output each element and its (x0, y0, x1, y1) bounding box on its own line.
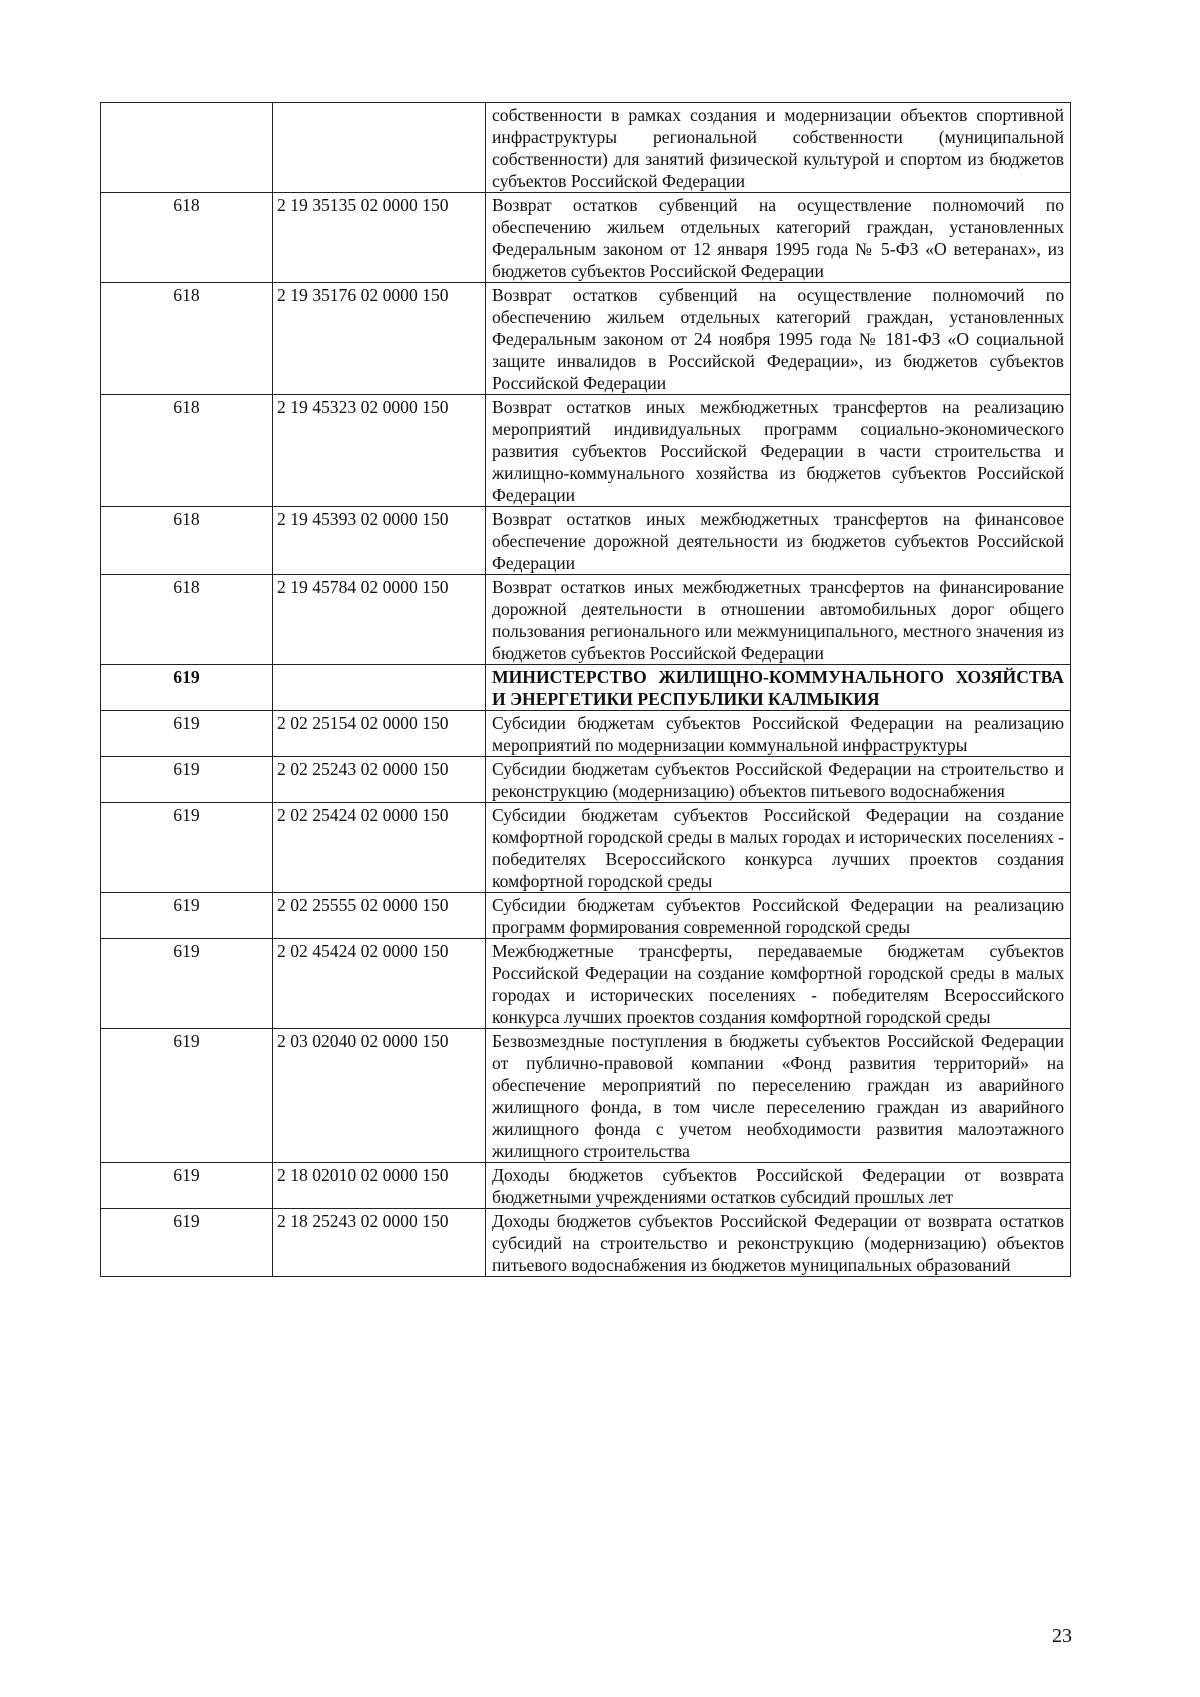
description-cell: Безвозмездные поступления в бюджеты субъектов Российской Федерации от публично-правовой компании «Фонд развития территорий» на обеспечение мероприятий по переселению граждан из аварийного жилищного фонда, в том числе переселению граждан из аварийного жилищного фонда с учетом необходимости развития малоэтажного жилищного строительства (486, 1029, 1071, 1163)
admin-code-cell: 619 (101, 757, 273, 803)
page-number: 23 (1052, 1625, 1072, 1647)
table-row (101, 1029, 1071, 1163)
admin-code-cell: 618 (101, 507, 273, 575)
revenue-code-cell: 2 02 25555 02 0000 150 (273, 893, 486, 939)
table-row (101, 1209, 1071, 1277)
admin-code-cell: 618 (101, 395, 273, 507)
admin-code-cell: 619 (101, 1029, 273, 1163)
description-cell: Субсидии бюджетам субъектов Российской Федерации на реализацию программ формирования современной городской среды (486, 893, 1071, 939)
description-cell: Возврат остатков иных межбюджетных трансфертов на реализацию мероприятий индивидуальных программ социально-экономического развития субъектов Российской Федерации в части строительства и жилищно-коммунального хозяйства из бюджетов субъектов Российской Федерации (486, 395, 1071, 507)
admin-code-cell: 619 (101, 665, 273, 711)
description-cell: Доходы бюджетов субъектов Российской Федерации от возврата бюджетными учреждениями остатков субсидий прошлых лет (486, 1163, 1071, 1209)
description-cell: собственности в рамках создания и модернизации объектов спортивной инфраструктуры региональной собственности (муниципальной собственности) для занятий физической культурой и спортом из бюджетов субъектов Российской Федерации (486, 103, 1071, 193)
admin-code-cell: 619 (101, 803, 273, 893)
description-cell: Возврат остатков иных межбюджетных трансфертов на финансирование дорожной деятельности в отношении автомобильных дорог общего пользования регионального или межмуниципального, местного значения из бюджетов субъектов Российской Федерации (486, 575, 1071, 665)
revenue-code-cell: 2 02 45424 02 0000 150 (273, 939, 486, 1029)
admin-code-cell (101, 103, 273, 193)
revenue-code-cell: 2 19 45784 02 0000 150 (273, 575, 486, 665)
document-page (100, 102, 1070, 1277)
description-cell: МИНИСТЕРСТВО ЖИЛИЩНО-КОММУНАЛЬНОГО ХОЗЯЙСТВА И ЭНЕРГЕТИКИ РЕСПУБЛИКИ КАЛМЫКИЯ (486, 665, 1071, 711)
description-cell: Субсидии бюджетам субъектов Российской Федерации на создание комфортной городской среды в малых городах и исторических поселениях - победителях Всероссийского конкурса лучших проектов создания комфортной городской среды (486, 803, 1071, 893)
description-cell: Межбюджетные трансферты, передаваемые бюджетам субъектов Российской Федерации на создание комфортной городской среды в малых городах и исторических поселениях - победителям Всероссийского конкурса лучших проектов создания комфортной городской среды (486, 939, 1071, 1029)
revenue-codes-table (100, 102, 1071, 1277)
revenue-code-cell: 2 02 25424 02 0000 150 (273, 803, 486, 893)
table-row (101, 507, 1071, 575)
description-cell: Возврат остатков иных межбюджетных трансфертов на финансовое обеспечение дорожной деятельности из бюджетов субъектов Российской Федерации (486, 507, 1071, 575)
table-row (101, 283, 1071, 395)
admin-code-cell: 618 (101, 193, 273, 283)
admin-code-cell: 619 (101, 1163, 273, 1209)
table-row (101, 193, 1071, 283)
table-row (101, 665, 1071, 711)
description-cell: Возврат остатков субвенций на осуществление полномочий по обеспечению жильем отдельных категорий граждан, установленных Федеральным законом от 12 января 1995 года № 5-ФЗ «О ветеранах», из бюджетов субъектов Российской Федерации (486, 193, 1071, 283)
table-body (101, 103, 1071, 1277)
table-row (101, 757, 1071, 803)
revenue-code-cell: 2 02 25243 02 0000 150 (273, 757, 486, 803)
table-row (101, 103, 1071, 193)
table-row (101, 803, 1071, 893)
revenue-code-cell: 2 19 35176 02 0000 150 (273, 283, 486, 395)
revenue-code-cell (273, 103, 486, 193)
admin-code-cell: 618 (101, 283, 273, 395)
admin-code-cell: 618 (101, 575, 273, 665)
revenue-code-cell: 2 02 25154 02 0000 150 (273, 711, 486, 757)
admin-code-cell: 619 (101, 711, 273, 757)
description-cell: Субсидии бюджетам субъектов Российской Федерации на реализацию мероприятий по модернизации коммунальной инфраструктуры (486, 711, 1071, 757)
table-row (101, 939, 1071, 1029)
revenue-code-cell: 2 19 35135 02 0000 150 (273, 193, 486, 283)
table-row (101, 893, 1071, 939)
revenue-code-cell: 2 19 45323 02 0000 150 (273, 395, 486, 507)
description-cell: Возврат остатков субвенций на осуществление полномочий по обеспечению жильем отдельных категорий граждан, установленных Федеральным законом от 24 ноября 1995 года № 181-ФЗ «О социальной защите инвалидов в Российской Федерации», из бюджетов субъектов Российской Федерации (486, 283, 1071, 395)
admin-code-cell: 619 (101, 893, 273, 939)
admin-code-cell: 619 (101, 1209, 273, 1277)
description-cell: Доходы бюджетов субъектов Российской Федерации от возврата остатков субсидий на строительство и реконструкцию (модернизацию) объектов питьевого водоснабжения из бюджетов муниципальных образований (486, 1209, 1071, 1277)
revenue-code-cell: 2 19 45393 02 0000 150 (273, 507, 486, 575)
revenue-code-cell: 2 18 25243 02 0000 150 (273, 1209, 486, 1277)
admin-code-cell: 619 (101, 939, 273, 1029)
description-cell: Субсидии бюджетам субъектов Российской Федерации на строительство и реконструкцию (модернизацию) объектов питьевого водоснабжения (486, 757, 1071, 803)
revenue-code-cell (273, 665, 486, 711)
table-row (101, 395, 1071, 507)
revenue-code-cell: 2 03 02040 02 0000 150 (273, 1029, 486, 1163)
table-row (101, 575, 1071, 665)
revenue-code-cell: 2 18 02010 02 0000 150 (273, 1163, 486, 1209)
table-row (101, 711, 1071, 757)
table-row (101, 1163, 1071, 1209)
